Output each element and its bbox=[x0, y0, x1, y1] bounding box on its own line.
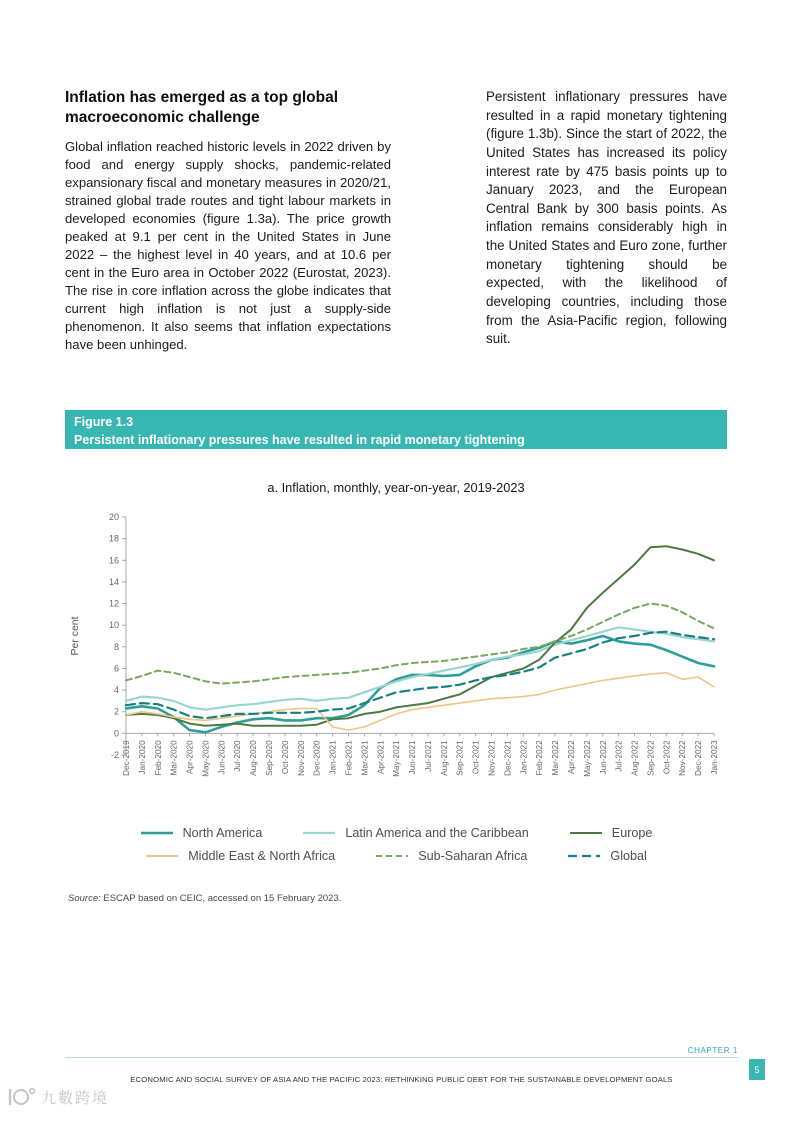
watermark bbox=[6, 1085, 109, 1109]
legend-row bbox=[66, 826, 726, 840]
legend-label: Europe bbox=[611, 826, 653, 840]
legend-item bbox=[302, 826, 528, 840]
legend-item bbox=[375, 849, 527, 863]
legend-label: Latin America and the Caribbean bbox=[345, 826, 529, 840]
legend-label: Middle East & North Africa bbox=[188, 849, 336, 863]
svg-text:Feb-2022: Feb-2022 bbox=[535, 740, 545, 776]
svg-text:Sep-2021: Sep-2021 bbox=[455, 740, 465, 776]
figure-label: Figure 1.3 bbox=[74, 415, 134, 429]
svg-text:20: 20 bbox=[108, 512, 119, 522]
svg-text:Aug-2022: Aug-2022 bbox=[630, 740, 640, 776]
left-paragraph: Global inflation reached historic levels in 2022 driven by food and energy supply shocks, pandemic-related expansionary fiscal and monetary measures in 2020/21, strained global trade routes and tight labour markets in developed economies (figure 1.3a). The price growth peaked at 9.1 per cent in the United States in June 2022 – the highest level in 40 years, and at 10.6 per cent in the Euro area in October 2022 (Eurostat, 2023). The rise in core inflation across the globe indicates that current high inflation is not just a supply-side phenomenon. It also seems that inflation expectations have been unhinged. bbox=[65, 139, 391, 352]
svg-text:Dec-2019: Dec-2019 bbox=[122, 740, 131, 776]
legend-item bbox=[145, 849, 335, 863]
chart-title: a. Inflation, monthly, year-on-year, 2019-2023 bbox=[267, 480, 525, 495]
legend-line-swatch-icon bbox=[569, 828, 603, 838]
svg-text:Jan-2023: Jan-2023 bbox=[710, 740, 719, 775]
svg-text:6: 6 bbox=[113, 663, 119, 674]
inflation-line-chart bbox=[66, 503, 726, 803]
figure-banner bbox=[65, 410, 727, 449]
svg-text:8: 8 bbox=[113, 641, 119, 652]
legend-line-swatch-icon bbox=[140, 828, 174, 838]
svg-text:4: 4 bbox=[113, 685, 119, 696]
svg-text:Jan-2021: Jan-2021 bbox=[328, 740, 338, 775]
legend-label: North America bbox=[182, 826, 263, 840]
svg-text:Jun-2020: Jun-2020 bbox=[217, 740, 227, 775]
section-heading: Inflation has emerged as a top global macroeconomic challenge bbox=[65, 89, 339, 126]
footer-divider bbox=[65, 1057, 738, 1058]
svg-text:Oct-2022: Oct-2022 bbox=[662, 740, 672, 775]
legend-line-swatch-icon bbox=[567, 851, 601, 861]
legend-item bbox=[140, 826, 263, 840]
svg-text:Aug-2021: Aug-2021 bbox=[439, 740, 449, 776]
chart-legend bbox=[66, 826, 726, 863]
chapter-label: CHAPTER 1 bbox=[687, 1046, 738, 1055]
footer-caption: ECONOMIC AND SOCIAL SURVEY OF ASIA AND THE PACIFIC 2023: RETHINKING PUBLIC DEBT FOR THE SUSTAINABLE DEVELOPMENT GOALS bbox=[130, 1075, 673, 1084]
watermark-logo-icon bbox=[6, 1085, 36, 1109]
svg-text:Aug-2020: Aug-2020 bbox=[249, 740, 259, 776]
svg-text:Dec-2021: Dec-2021 bbox=[503, 740, 513, 776]
svg-text:May-2020: May-2020 bbox=[201, 740, 211, 777]
svg-text:Nov-2021: Nov-2021 bbox=[487, 740, 497, 776]
legend-item bbox=[567, 849, 646, 863]
svg-text:Jan-2022: Jan-2022 bbox=[519, 740, 529, 775]
legend-item bbox=[569, 826, 653, 840]
right-column bbox=[486, 88, 727, 349]
svg-text:Mar-2021: Mar-2021 bbox=[360, 740, 370, 776]
legend-row bbox=[66, 849, 726, 863]
svg-text:18: 18 bbox=[108, 533, 119, 544]
legend-label: Sub-Saharan Africa bbox=[418, 849, 528, 863]
svg-text:Dec-2022: Dec-2022 bbox=[694, 740, 704, 776]
svg-text:May-2022: May-2022 bbox=[582, 740, 592, 777]
svg-text:0: 0 bbox=[113, 728, 119, 739]
legend-line-swatch-icon bbox=[145, 851, 179, 861]
svg-text:Oct-2020: Oct-2020 bbox=[280, 740, 290, 775]
svg-text:May-2021: May-2021 bbox=[392, 740, 402, 777]
svg-text:12: 12 bbox=[108, 598, 119, 609]
svg-text:Mar-2020: Mar-2020 bbox=[169, 740, 179, 776]
svg-text:Nov-2020: Nov-2020 bbox=[296, 740, 306, 776]
svg-text:10: 10 bbox=[108, 620, 119, 631]
svg-text:Jul-2020: Jul-2020 bbox=[233, 740, 243, 772]
svg-text:14: 14 bbox=[108, 576, 119, 587]
figure-title: Persistent inflationary pressures have resulted in rapid monetary tightening bbox=[74, 432, 525, 447]
svg-text:2: 2 bbox=[113, 706, 119, 717]
svg-text:Jun-2021: Jun-2021 bbox=[408, 740, 418, 775]
svg-text:Oct-2021: Oct-2021 bbox=[471, 740, 481, 775]
svg-text:Mar-2022: Mar-2022 bbox=[551, 740, 561, 776]
source-text: ESCAP based on CEIC, accessed on 15 February 2023. bbox=[100, 893, 342, 904]
svg-text:Jul-2022: Jul-2022 bbox=[614, 740, 624, 772]
source-label: Source: bbox=[68, 893, 101, 904]
legend-label: Global bbox=[610, 849, 647, 863]
right-paragraph: Persistent inflationary pressures have resulted in a rapid monetary tightening (figure 1.3b). Since the start of 2022, the United States has increased its policy interest rate by 475 basis points up to January 2023, and the European Central Bank by 300 basis points. As inflation remains considerably high in the United States and Euro zone, further monetary tightening should be expected, with the likelihood of developing countries, including those from the Asia-Pacific region, following suit. bbox=[486, 89, 727, 347]
svg-text:Jun-2022: Jun-2022 bbox=[598, 740, 608, 775]
svg-text:Jan-2020: Jan-2020 bbox=[137, 740, 147, 775]
svg-text:Feb-2020: Feb-2020 bbox=[153, 740, 163, 776]
page-number-badge: 5 bbox=[749, 1059, 765, 1080]
svg-text:Nov-2022: Nov-2022 bbox=[678, 740, 688, 776]
svg-text:Dec-2020: Dec-2020 bbox=[312, 740, 322, 776]
svg-text:16: 16 bbox=[108, 555, 119, 566]
svg-text:Feb-2021: Feb-2021 bbox=[344, 740, 354, 776]
left-column bbox=[65, 88, 391, 354]
source-note bbox=[68, 893, 341, 904]
svg-text:Jul-2021: Jul-2021 bbox=[423, 740, 433, 772]
svg-text:-2: -2 bbox=[110, 750, 119, 760]
svg-text:Apr-2021: Apr-2021 bbox=[376, 740, 386, 775]
svg-text:Apr-2022: Apr-2022 bbox=[566, 740, 576, 775]
legend-line-swatch-icon bbox=[375, 851, 409, 861]
svg-text:Per cent: Per cent bbox=[69, 616, 81, 656]
svg-text:Sep-2020: Sep-2020 bbox=[265, 740, 275, 776]
figure-chart-block bbox=[66, 480, 726, 872]
legend-line-swatch-icon bbox=[302, 828, 336, 838]
svg-text:Apr-2020: Apr-2020 bbox=[185, 740, 195, 775]
svg-text:Sep-2022: Sep-2022 bbox=[646, 740, 656, 776]
watermark-text: 九數跨境 bbox=[41, 1089, 110, 1107]
